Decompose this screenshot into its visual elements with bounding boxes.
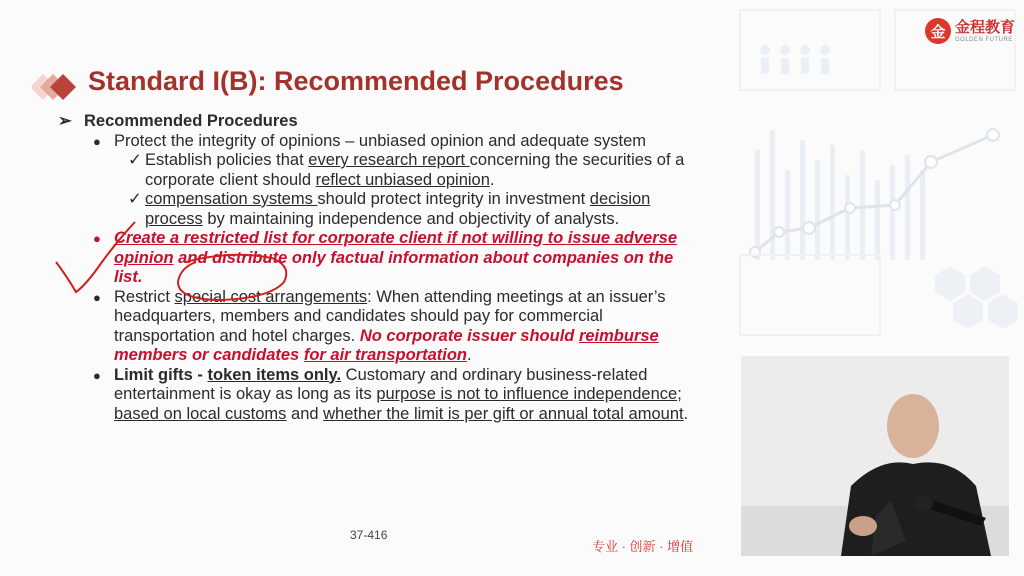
logo-mark-icon: 金 (925, 18, 951, 44)
logo-english-name: GOLDEN FUTURE (955, 36, 1013, 43)
text-run: and (286, 404, 324, 423)
title-diamond-icon (32, 72, 80, 102)
text-run: : When attending meetings at an issuer’s headquarters, members and candidates should pay for commercial transportation and hotel charges. (114, 287, 666, 345)
emphasis-text: No corporate issuer should (359, 326, 579, 345)
text-run: should protect integrity in investment (317, 190, 590, 208)
check-icon: ✓ (128, 151, 142, 169)
bullet-text: Protect the integrity of opinions – unbiased opinion and adequate system (114, 131, 647, 150)
section-heading (58, 112, 698, 132)
dot-bullet-icon: ● (93, 289, 101, 305)
text-run: . (489, 170, 495, 189)
dot-bullet-icon: ● (93, 133, 101, 149)
underlined-text: special cost arrangements (174, 287, 368, 306)
underlined-text: reflect unbiased opinion (315, 170, 490, 189)
underlined-text: based on local customs (114, 404, 287, 423)
underlined-text: decision process (145, 190, 651, 228)
sub-bullet-policies (58, 151, 698, 190)
footer-slogan: 专业 · 创新 · 增值 (592, 539, 694, 554)
bullet-cost-arrangements (58, 288, 698, 366)
company-logo (925, 18, 1015, 44)
presenter-video (741, 356, 1009, 556)
logo-text (955, 20, 1015, 43)
bullet-limit-gifts (58, 366, 698, 425)
emphasis-underlined-text: for air transportation (303, 346, 468, 364)
underlined-text: compensation systems (145, 190, 318, 208)
dot-bullet-icon: ● (93, 231, 101, 246)
bullet-protect-integrity (58, 132, 698, 152)
text-run: by maintaining independence and objectivity of analysts. (202, 209, 620, 228)
text-run: Customary and ordinary business-related entertainment is okay as long as its (114, 365, 648, 403)
arrow-bullet-icon: ➢ (58, 112, 72, 130)
underlined-text: every research report (308, 151, 470, 169)
page-number: 37-416 (350, 528, 388, 542)
text-run: . (683, 404, 689, 423)
slide-body (58, 112, 698, 424)
slide-title: Standard I(B): Recommended Procedures (88, 66, 624, 96)
bold-underlined-text: token items only. (207, 365, 342, 384)
underlined-text: Create a restricted list for corporate client if not willing to issue adverse opinion (114, 229, 677, 267)
text-run: . (467, 346, 472, 364)
text-run: Restrict (114, 287, 175, 306)
bullet-restricted-list (58, 229, 698, 288)
sub-bullet-compensation (58, 190, 698, 229)
text-run: concerning the securities of a corporate client should (145, 151, 685, 189)
underlined-text: whether the limit is per gift or annual total amount (323, 404, 684, 423)
bold-text: Limit gifts - (114, 365, 208, 384)
text-run: ; (677, 385, 682, 403)
emphasis-underlined-text: reimburse (578, 326, 659, 345)
section-heading-text: Recommended Procedures (84, 112, 298, 130)
text-run: Establish policies that (145, 151, 309, 169)
background-infographic (735, 0, 1024, 360)
logo-chinese-name: 金程教育 (955, 18, 1016, 36)
dot-bullet-icon: ● (93, 367, 101, 383)
check-icon: ✓ (128, 190, 142, 208)
underlined-text: purpose is not to influence independence (376, 385, 678, 403)
emphasis-text: members or candidates (114, 346, 304, 364)
text-run: and distribute only factual information about companies on the list. (114, 248, 674, 286)
